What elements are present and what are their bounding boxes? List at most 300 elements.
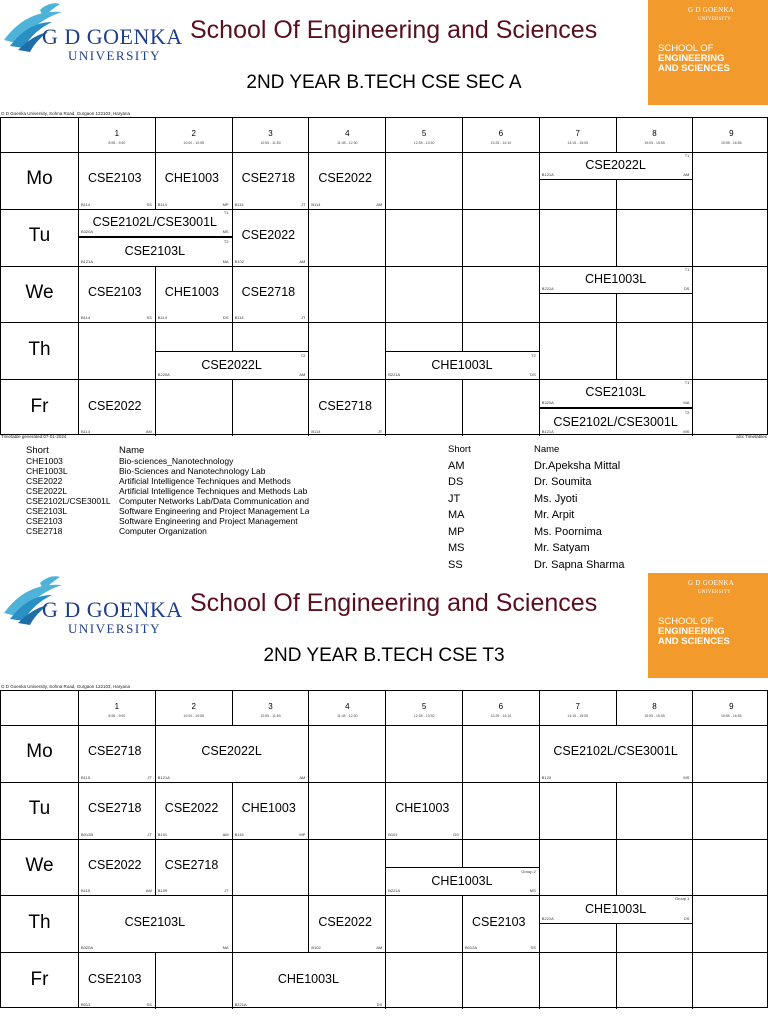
lesson-group: Group 1 (674, 896, 690, 902)
lesson-cell[interactable] (232, 152, 309, 209)
col-divider (692, 294, 693, 322)
col-divider (539, 782, 540, 810)
col-divider (232, 322, 233, 350)
lesson-cell[interactable] (78, 379, 155, 436)
lesson-group: T1 (684, 153, 690, 158)
teachers-header-short: Short (448, 443, 471, 455)
lesson-cell[interactable] (539, 266, 693, 294)
lesson-cell[interactable] (155, 782, 232, 839)
teacher-short: MA (448, 509, 465, 522)
col-divider (155, 379, 156, 407)
period-header (78, 691, 155, 725)
lesson-room: B101 (157, 831, 168, 837)
subject-short: CSE2718 (26, 526, 63, 536)
lesson-room: B221A (388, 888, 401, 894)
col-divider (385, 180, 386, 208)
lesson-teacher: MP (299, 831, 306, 837)
lesson-room: B320A (81, 229, 94, 235)
subject-short: CHE1003L (26, 466, 68, 476)
period-number: 1 (114, 129, 120, 138)
col-divider (539, 209, 540, 237)
subject-name: Computer Networks Lab/Data Communication and (119, 496, 309, 506)
lesson-room: B012A (465, 945, 478, 951)
lesson-teacher: AM (376, 945, 383, 951)
col-divider (692, 952, 693, 980)
col-divider (539, 351, 540, 379)
col-divider (385, 924, 386, 952)
teacher-name: Ms. Jyoti (534, 492, 578, 505)
col-divider (692, 725, 693, 753)
col-divider (539, 237, 540, 265)
period-number: 9 (729, 129, 734, 138)
lesson-teacher: MS (529, 888, 536, 894)
lesson-cell[interactable] (78, 895, 232, 952)
day-label: Mo (26, 168, 53, 190)
col-divider (308, 810, 309, 838)
lesson-cell[interactable] (78, 237, 232, 265)
col-divider (539, 294, 540, 322)
period-number: 4 (345, 702, 350, 711)
lesson-room: B221A (541, 285, 554, 291)
teacher-row (448, 491, 625, 508)
lesson-subject: CSE2103 (472, 914, 526, 929)
period-number: 1 (114, 702, 120, 711)
badge-logo (688, 6, 734, 22)
period-header (462, 118, 539, 152)
lesson-room: B114 (234, 315, 244, 321)
lesson-teacher: SS (146, 201, 152, 207)
lesson-cell[interactable] (539, 725, 693, 782)
period-header (616, 118, 693, 152)
lesson-subject: CSE2103L (124, 244, 186, 259)
lesson-room: B114 (81, 315, 91, 321)
lesson-room: B114 (311, 201, 321, 207)
col-divider (462, 209, 463, 237)
badge-line2: ENGINEERING (658, 626, 725, 637)
lesson-cell[interactable] (308, 895, 385, 952)
lesson-room: B114 (81, 201, 91, 207)
lesson-subject: CSE2102L/CSE3001L (92, 214, 217, 229)
subject-name: Bio-sciences_Nanotechnology (119, 456, 234, 466)
lesson-cell[interactable] (385, 782, 462, 839)
lesson-group: Group 2 (521, 869, 536, 874)
lesson-teacher: AM (683, 172, 690, 178)
col-divider (462, 180, 463, 208)
period-time: 15:55 - 16:55 (720, 141, 742, 145)
lesson-teacher: AM (299, 774, 306, 780)
period-number: 3 (268, 129, 273, 138)
lesson-teacher: JT (300, 315, 306, 321)
col-divider (385, 379, 386, 407)
lesson-subject: CSE2103L (585, 385, 646, 400)
lesson-subject: CHE1003 (395, 801, 450, 816)
badge-logo-text: G D GOENKA (688, 6, 735, 14)
period-time: 15:05 - 15:55 (644, 141, 665, 145)
lesson-room: B115 (81, 774, 91, 780)
subject-row (26, 456, 309, 466)
period-time: 10:00 - 10:55 (183, 141, 205, 145)
teacher-row (448, 474, 625, 491)
logo-wordmark: G D GOENKA (42, 24, 183, 49)
lesson-teacher: AM (145, 888, 152, 894)
col-divider (692, 237, 693, 265)
col-divider (232, 924, 233, 952)
col-divider (308, 237, 309, 265)
col-divider (692, 351, 693, 379)
logo-wordmark: G D GOENKA (42, 597, 183, 622)
col-divider (539, 810, 540, 838)
timetable-grid (0, 117, 768, 435)
school-title: School Of Engineering and Sciences (190, 589, 598, 617)
lesson-subject: CHE1003 (164, 171, 219, 186)
lesson-subject: CHE1003L (431, 874, 493, 889)
lesson-cell[interactable] (78, 782, 155, 839)
lesson-cell[interactable] (78, 209, 232, 237)
period-time: 14:15 - 15:05 (567, 714, 589, 718)
lesson-teacher: MP (222, 201, 229, 207)
lesson-group: T2 (300, 352, 306, 358)
teacher-short: MS (448, 542, 465, 555)
teacher-row (448, 524, 625, 541)
period-number: 2 (191, 129, 196, 138)
col-divider (462, 839, 463, 867)
col-divider (692, 180, 693, 208)
lesson-teacher: DS (530, 372, 536, 378)
subjects-header-row (26, 445, 309, 456)
lesson-cell[interactable] (539, 408, 693, 436)
col-divider (462, 152, 463, 180)
col-divider (692, 322, 693, 350)
col-divider (616, 209, 617, 237)
subject-name: Software Engineering and Project Management La (119, 506, 310, 516)
teachers-legend (448, 441, 625, 573)
teacher-name: Mr. Arpit (534, 509, 575, 522)
lesson-cell[interactable] (539, 379, 693, 407)
period-time: 14:15 - 15:05 (567, 141, 589, 145)
day-label: Th (28, 338, 51, 360)
lesson-room: B320A (81, 945, 94, 951)
period-number: 6 (498, 129, 504, 138)
col-divider (308, 209, 309, 237)
lesson-cell[interactable] (539, 895, 693, 923)
lesson-cell[interactable] (308, 152, 385, 209)
subject-row (26, 506, 309, 516)
period-number: 9 (729, 702, 734, 711)
lesson-teacher: MA (683, 399, 690, 405)
col-divider (462, 981, 463, 1009)
badge-text (658, 44, 730, 74)
lesson-subject: CSE2022L (585, 158, 646, 173)
lesson-room: B102 (234, 258, 244, 264)
col-divider (385, 266, 386, 294)
lesson-cell[interactable] (232, 209, 309, 266)
badge-logo (688, 579, 734, 595)
subject-name: Computer Organization (119, 526, 207, 536)
lesson-subject: CHE1003 (241, 801, 296, 816)
period-header (308, 118, 385, 152)
lesson-room: B114 (157, 201, 167, 207)
lesson-cell[interactable] (539, 152, 693, 180)
period-number: 5 (421, 702, 427, 711)
lesson-room: B115 (234, 831, 244, 837)
subjects-table (26, 445, 309, 536)
lesson-cell[interactable] (232, 782, 309, 839)
lesson-cell[interactable] (78, 152, 155, 209)
lesson-teacher: DS (223, 315, 229, 321)
lesson-cell[interactable] (232, 952, 386, 1009)
subject-name: Artificial Intelligence Techniques and Methods Lab (119, 486, 308, 496)
lesson-teacher: MS (683, 774, 690, 780)
col-divider (616, 981, 617, 1009)
teachers-header-name: Name (534, 443, 560, 455)
day-label: We (25, 855, 54, 876)
col-divider (385, 981, 386, 1009)
lesson-subject: CSE2103 (88, 171, 142, 186)
timetable-generated: Timetable generated:07-01-2024 (1, 434, 67, 439)
col-divider (692, 753, 693, 781)
lesson-cell[interactable] (78, 266, 155, 323)
lesson-cell[interactable] (155, 725, 309, 782)
subject-short: CSE2103 (26, 516, 63, 526)
period-header (78, 118, 155, 152)
subjects-legend (26, 445, 309, 536)
teachers-header-row (448, 441, 625, 458)
col-divider (385, 209, 386, 237)
col-divider (232, 867, 233, 895)
lesson-room: B013 (81, 1001, 91, 1007)
day-label: Fr (30, 395, 49, 417)
col-divider (692, 266, 693, 294)
lesson-cell[interactable] (232, 266, 309, 323)
lesson-group: T1 (684, 380, 690, 386)
lesson-room: B121A (81, 258, 94, 264)
period-number: 4 (345, 129, 350, 138)
col-divider (616, 237, 617, 265)
col-divider (308, 753, 309, 781)
lesson-subject: CSE2022 (318, 171, 372, 186)
period-time: 12:35 - 13:30 (413, 141, 435, 145)
subject-row (26, 476, 309, 486)
col-divider (308, 867, 309, 895)
lesson-teacher: MA (222, 258, 229, 264)
lesson-subject: CSE2103L (124, 914, 186, 929)
lesson-teacher: AM (376, 201, 383, 207)
lesson-group: T2 (684, 409, 690, 415)
col-divider (385, 725, 386, 753)
badge-logo-sub: UNIVERSITY (698, 590, 731, 595)
lesson-room: B102 (311, 945, 321, 951)
lesson-teacher: JT (377, 428, 383, 434)
lesson-room: B120 (541, 774, 552, 780)
lesson-teacher: AM (145, 428, 152, 434)
teacher-row (448, 557, 625, 574)
period-header (692, 118, 768, 152)
teacher-name: Dr. Sapna Sharma (534, 558, 625, 571)
lesson-room: B320A (541, 399, 554, 405)
lesson-cell[interactable] (385, 351, 539, 379)
badge-logo-sub: UNIVERSITY (698, 17, 731, 22)
col-divider (385, 839, 386, 867)
subject-name: Bio-Sciences and Nanotechnology Lab (119, 466, 266, 476)
lesson-subject: CSE2102L/CSE3001L (553, 744, 678, 759)
col-divider (308, 294, 309, 322)
period-number: 2 (191, 702, 196, 711)
lesson-room: B114 (311, 428, 321, 434)
period-header (385, 118, 462, 152)
lesson-subject: CSE2022L (201, 357, 262, 372)
col-divider (385, 895, 386, 923)
lesson-cell[interactable] (155, 152, 232, 209)
lesson-cell[interactable] (78, 839, 155, 896)
subjects-header-short: Short (26, 445, 49, 456)
period-number: 3 (268, 702, 273, 711)
teacher-name: Ms. Poornima (534, 525, 602, 538)
subject-row (26, 486, 309, 496)
lesson-subject: CHE1003L (585, 901, 647, 916)
col-divider (539, 981, 540, 1009)
lesson-teacher: DS (376, 1001, 383, 1007)
lesson-subject: CSE2022 (164, 801, 219, 816)
lesson-teacher: DS (683, 285, 690, 291)
subject-row (26, 516, 309, 526)
col-divider (385, 753, 386, 781)
lesson-subject: CSE2022 (241, 228, 296, 243)
col-divider (155, 952, 156, 980)
col-divider (692, 839, 693, 867)
lesson-room: B121A (157, 774, 170, 780)
day-label: Mo (26, 741, 53, 763)
badge-line3: AND SCIENCES (658, 636, 730, 647)
period-time: 11:45 - 12:30 (337, 141, 358, 145)
day-label: Th (28, 911, 51, 933)
lesson-cell[interactable] (385, 867, 539, 895)
col-divider (692, 379, 693, 407)
logo-subtext: UNIVERSITY (68, 48, 161, 63)
col-divider (232, 379, 233, 407)
subject-short: CSE2102L/CSE3001L (26, 496, 111, 506)
teacher-row (448, 458, 625, 475)
lesson-teacher: SS (530, 945, 536, 951)
lesson-subject: CSE2103 (88, 284, 142, 299)
col-divider (616, 952, 617, 980)
subject-row (26, 496, 309, 506)
col-divider (308, 322, 309, 350)
lesson-subject: CSE2718 (164, 857, 219, 872)
period-header (692, 691, 768, 725)
col-divider (155, 408, 156, 436)
col-divider (539, 180, 540, 208)
lesson-subject: CSE2102L/CSE3001L (553, 414, 678, 429)
col-divider (692, 408, 693, 436)
col-divider (462, 408, 463, 436)
col-divider (539, 952, 540, 980)
lesson-subject: CSE2718 (88, 801, 142, 816)
lesson-group: T1 (684, 266, 690, 272)
col-divider (385, 294, 386, 322)
col-divider (539, 867, 540, 895)
lesson-subject: CHE1003 (164, 284, 219, 299)
lesson-group: T2 (223, 239, 229, 245)
subject-short: CSE2022L (26, 486, 68, 496)
lesson-cell[interactable] (462, 895, 539, 952)
subject-row (26, 466, 309, 476)
lesson-cell[interactable] (78, 725, 155, 782)
badge-line1: SCHOOL OF (658, 43, 714, 54)
lesson-subject: CSE2718 (318, 398, 372, 413)
teacher-short: SS (448, 558, 463, 571)
lesson-teacher: MS (683, 428, 690, 434)
period-header (539, 118, 616, 152)
lesson-room: B115 (81, 888, 91, 894)
col-divider (385, 952, 386, 980)
lesson-teacher: SS (146, 315, 152, 321)
lesson-cell[interactable] (155, 266, 232, 323)
period-header (232, 118, 309, 152)
lesson-room: B121A (541, 428, 554, 434)
lesson-cell[interactable] (155, 839, 232, 896)
badge-line2: ENGINEERING (658, 53, 725, 64)
col-divider (692, 209, 693, 237)
teacher-name: Dr. Soumita (534, 476, 592, 489)
period-number: 7 (575, 702, 580, 711)
period-time: 8:55 - 9:50 (108, 141, 126, 145)
lesson-room: B221A (541, 915, 554, 921)
lesson-teacher: JT (300, 201, 306, 207)
badge-line3: AND SCIENCES (658, 63, 730, 74)
col-divider (385, 322, 386, 350)
subjects-header-name: Name (119, 445, 145, 456)
col-divider (692, 810, 693, 838)
subject-row (26, 526, 309, 536)
col-divider (692, 924, 693, 952)
lesson-teacher: DS (683, 915, 690, 921)
col-divider (232, 839, 233, 867)
col-divider (462, 294, 463, 322)
period-header (155, 691, 232, 725)
lesson-teacher: JT (147, 774, 152, 780)
period-header (539, 691, 616, 725)
lesson-cell[interactable] (155, 351, 309, 379)
lesson-cell[interactable] (308, 379, 385, 436)
period-time: 12:35 - 13:30 (413, 714, 435, 718)
lesson-subject: CSE2718 (88, 744, 142, 759)
subject-name: Software Engineering and Project Management (119, 516, 298, 526)
period-header (232, 691, 309, 725)
subject-short: CSE2022 (26, 476, 63, 486)
period-time: 8:55 - 9:50 (108, 714, 126, 718)
period-header (462, 691, 539, 725)
col-divider (616, 294, 617, 322)
lesson-teacher: DS (453, 831, 459, 837)
lesson-group: T2 (531, 352, 536, 358)
lesson-room: B221A (388, 372, 401, 378)
teacher-short: MP (448, 525, 465, 538)
day-label: Tu (28, 225, 51, 247)
col-divider (308, 782, 309, 810)
col-divider (385, 408, 386, 436)
col-divider (462, 782, 463, 810)
period-time: 15:05 - 15:55 (644, 714, 665, 718)
lesson-room: B109 (157, 888, 168, 894)
lesson-cell[interactable] (78, 952, 155, 1009)
col-divider (539, 839, 540, 867)
col-divider (539, 924, 540, 952)
col-divider (155, 322, 156, 350)
col-divider (385, 152, 386, 180)
lesson-room: B220A (157, 372, 170, 378)
period-time: 13:25 - 14:10 (490, 141, 512, 145)
badge-text (658, 617, 730, 647)
